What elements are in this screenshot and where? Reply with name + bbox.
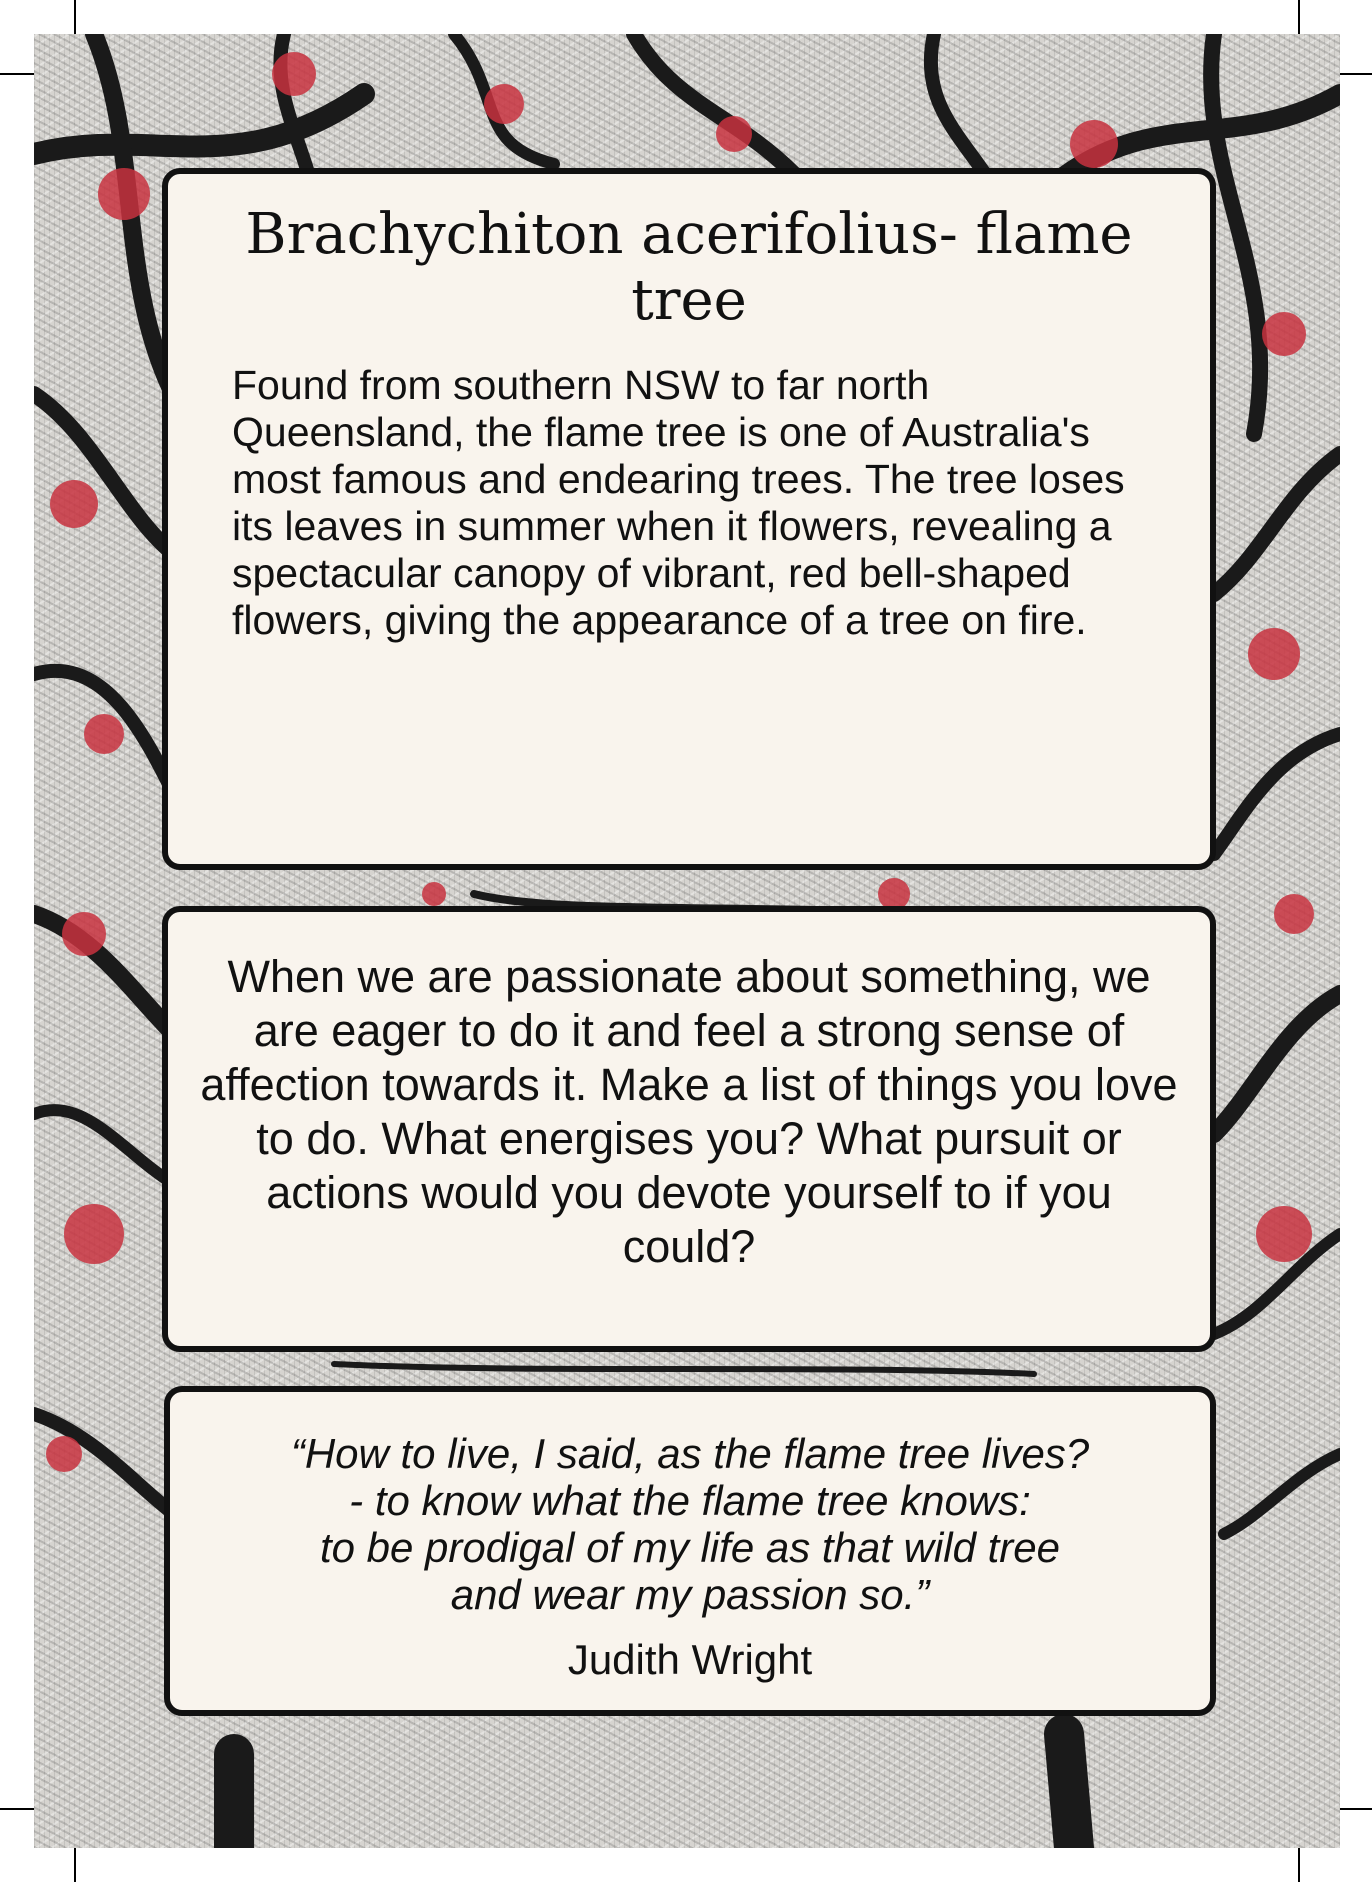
card-title: Brachychiton acerifolius- flame tree: [245, 202, 1133, 333]
crop-mark: [0, 73, 34, 75]
quote-line: “How to live, I said, as the flame tree lives?: [290, 1430, 1090, 1477]
quote-panel: [164, 1386, 1216, 1716]
quote-text: [200, 1430, 1180, 1618]
tree-description: Found from southern NSW to far north Queensland, the flame tree is one of Australia's most famous and endearing trees. The tree loses its leaves in summer when it flowers, revealing a spectacular canopy of vibrant, red bell-shaped flowers, giving the appearance of a tree on fire.: [232, 362, 1125, 643]
crop-mark: [1340, 1808, 1372, 1810]
quote-line: to be prodigal of my life as that wild tree: [319, 1524, 1061, 1571]
crop-mark: [74, 1848, 76, 1882]
quote-line: - to know what the flame tree knows:: [349, 1477, 1031, 1524]
crop-mark: [1298, 1848, 1300, 1882]
crop-mark: [0, 1808, 34, 1810]
reflection-prompt: When we are passionate about something, we are eager to do it and feel a strong sense of affection towards it. Make a list of things you love to do. What energises you? What pursuit or actions would you devote yourself to if you could?: [200, 951, 1178, 1272]
reflection-panel: [162, 906, 1216, 1352]
quote-author: Judith Wright: [567, 1636, 813, 1683]
crop-mark: [74, 0, 76, 34]
crop-mark: [1340, 73, 1372, 75]
info-panel: [162, 168, 1216, 870]
crop-mark: [1298, 0, 1300, 34]
quote-line: and wear my passion so.”: [450, 1571, 930, 1618]
